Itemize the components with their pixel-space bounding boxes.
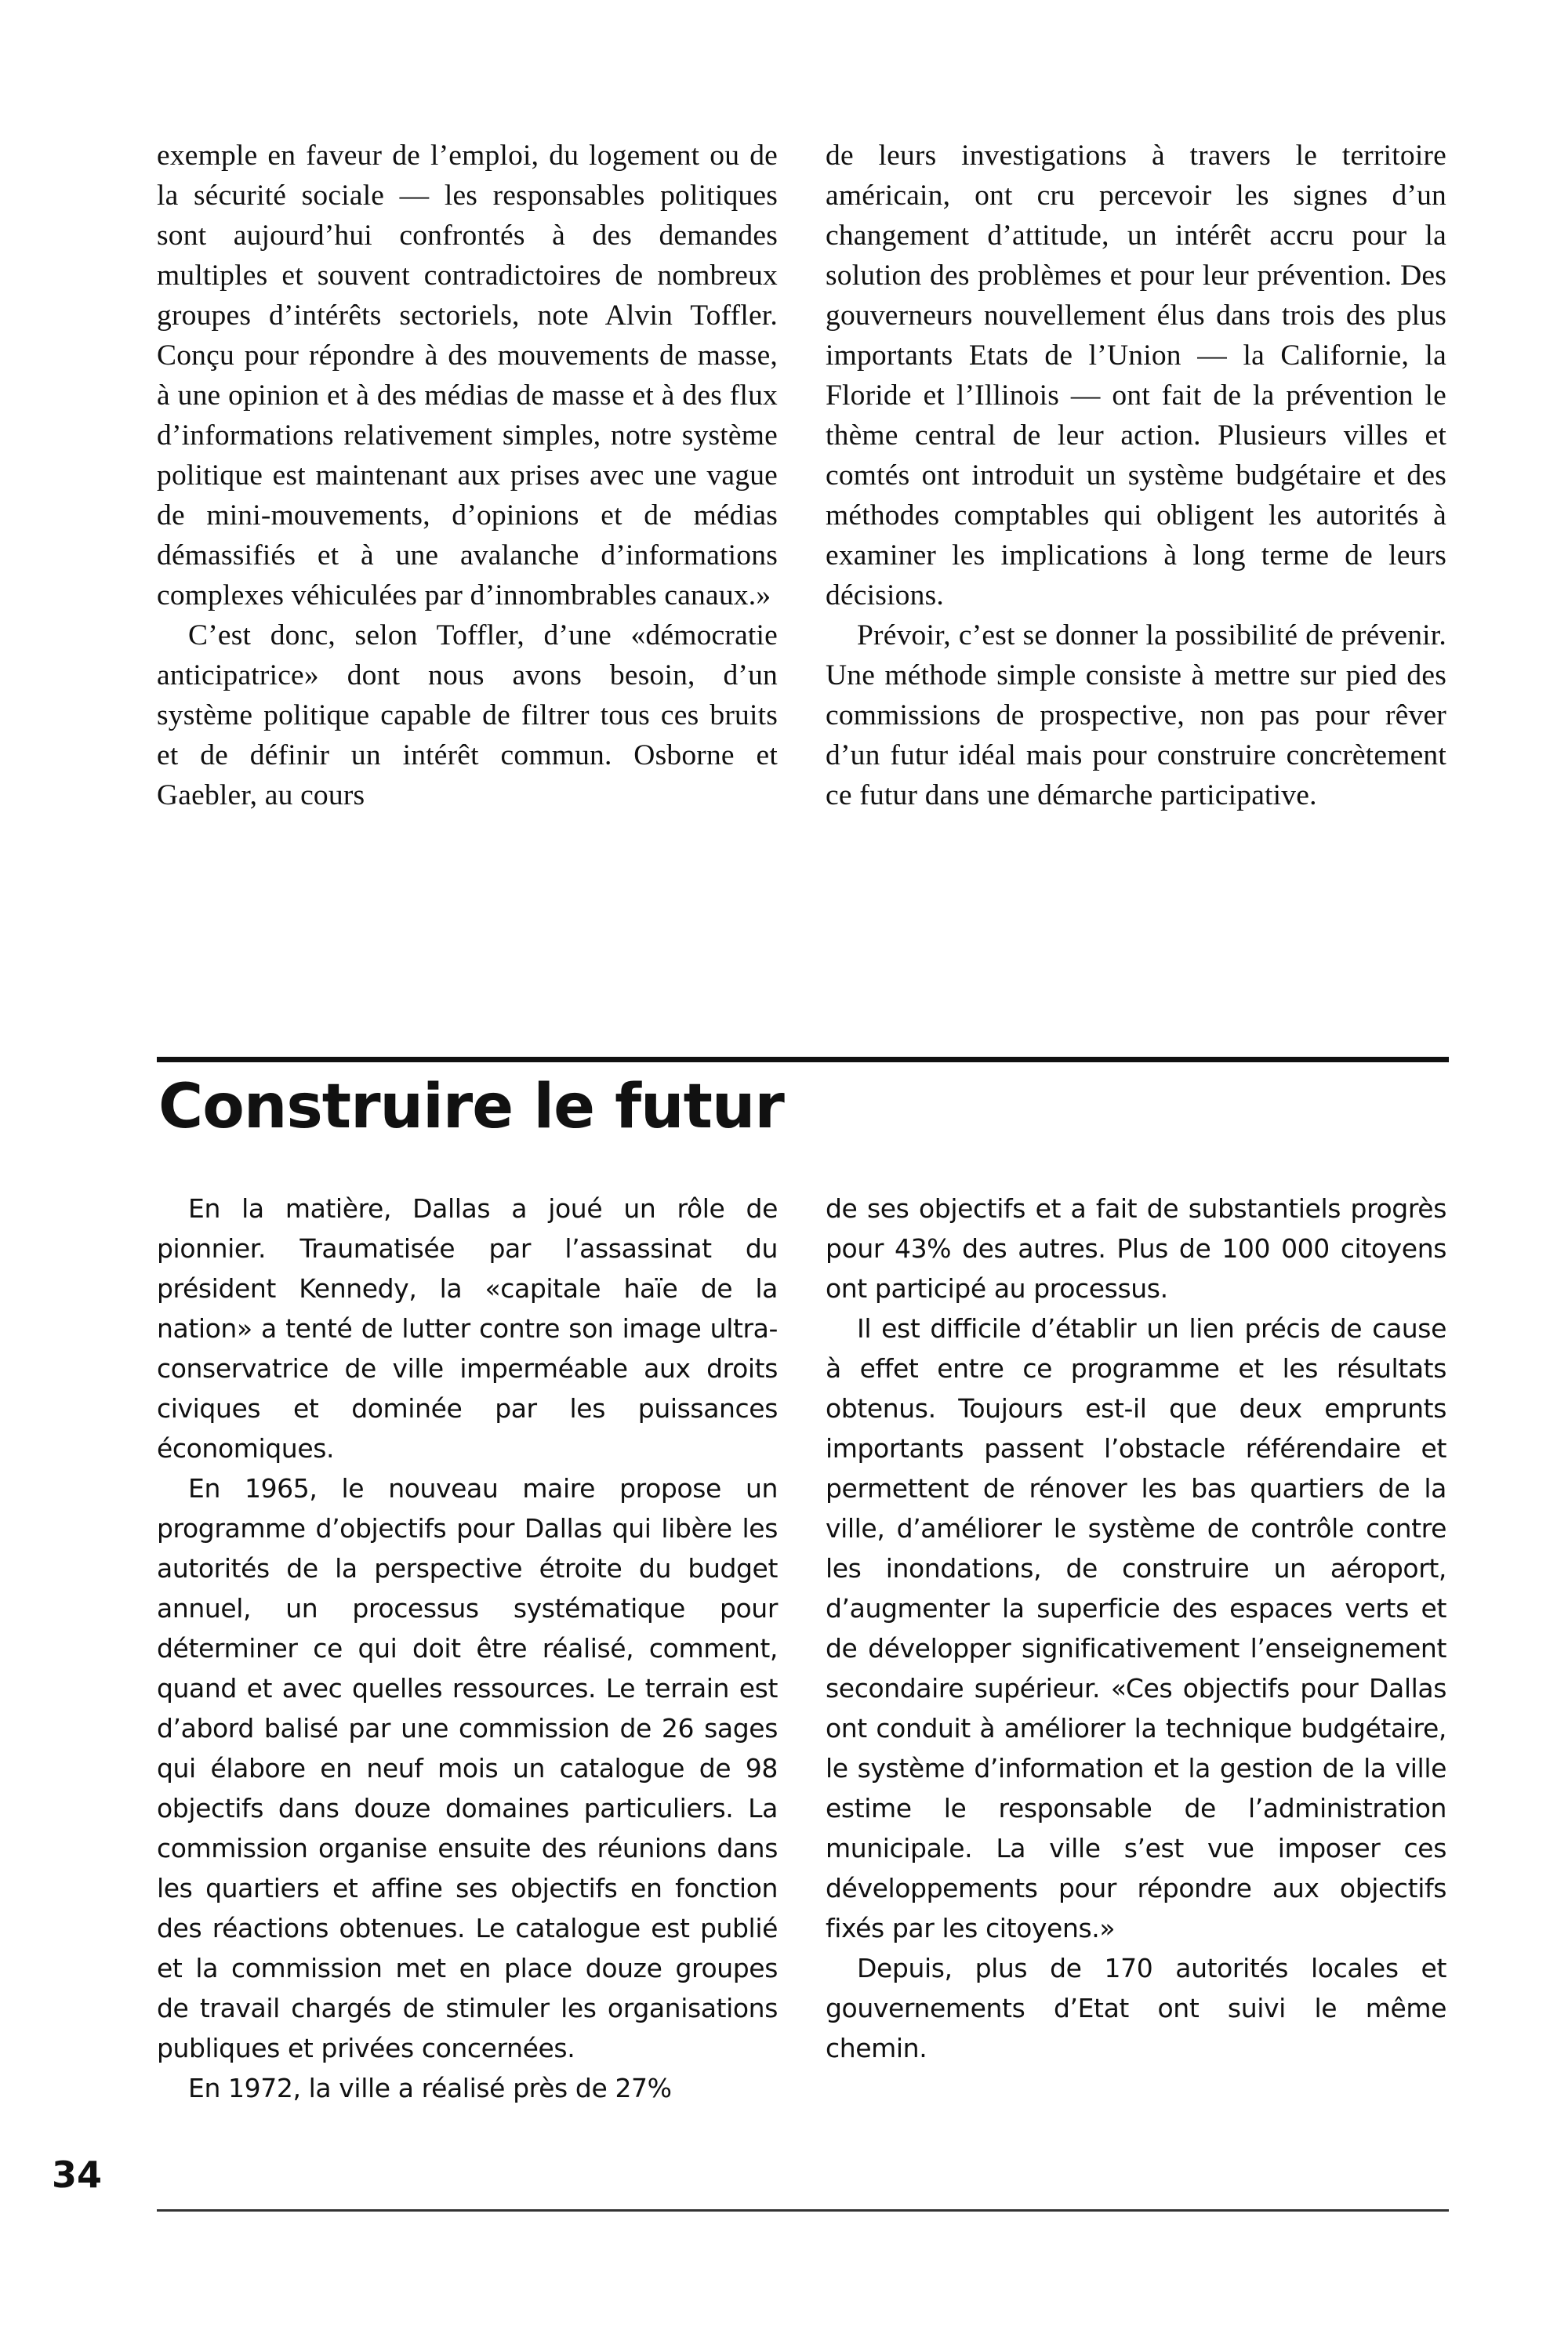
paragraph: En 1972, la ville a réalisé près de 27% [188,2073,672,2103]
paragraph: Il est difficile d’établir un lien précis de cause à effet entre ce programme et les résultats obtenus. Toujours est-il que deux emprunts importants passent l’obstacle référendaire et permettent de rénover les bas quartiers de la ville, d’améliorer le système de contrôle contre les inondations, de construire un aéroport, d’augmenter la superficie des espaces verts et de développer significativement l’enseignement secondaire supérieur. «Ces objectifs pour Dallas ont conduit à améliorer la technique budgétaire, le système d’information et la gestion de la ville estime le responsable de l’administration municipale. La ville s’est vue imposer ces développements pour répondre aux objectifs fixés par les citoyens.» [826,1313,1446,1943]
top-right-column [826,136,1446,815]
paragraph: Prévoir, c’est se donner la possibilité de prévenir. Une méthode simple consiste à mettre sur pied des commissions de prospective, non pas pour rêver d’un futur idéal mais pour construire concrètement ce futur dans une démarche participative. [826,619,1446,811]
paragraph: Depuis, plus de 170 autorités locales et gouvernements d’Etat ont suivi le même chemin. [826,1953,1446,2063]
paragraph: de leurs investigations à travers le territoire américain, ont cru percevoir les signes d’un changement d’attitude, un intérêt accru pour la solution des problèmes et pour leur prévention. Des gouverneurs nouvellement élus dans trois des plus importants Etats de l’Union — la Californie, la Floride et l’Illinois — ont fait de la prévention le thème central de leur action. Plusieurs villes et comtés ont introduit un système budgétaire et des méthodes comptables qui obligent les autorités à examiner les implications à long terme de leurs décisions. [826,140,1446,611]
bottom-right-column [826,1189,1446,2068]
paragraph: de ses objectifs et a fait de substantiels progrès pour 43% des autres. Plus de 100 000 citoyens ont participé au processus. [826,1193,1446,1304]
top-left-column [157,136,778,815]
section-heading: Construire le futur [158,1072,784,1142]
paragraph: exemple en faveur de l’emploi, du logement ou de la sécurité sociale — les responsables politiques sont aujourd’hui confrontés à des demandes multiples et souvent contradictoires de nombreux groupes d’intérêts sectoriels, note Alvin Toffler. Conçu pour répondre à des mouvements de masse, à une opinion et à des médias de masse et à des flux d’informations relativement simples, notre système politique est maintenant aux prises avec une vague de mini-mouvements, d’opinions et de médias démassifiés et à une avalanche d’informations complexes véhiculées par d’innombrables canaux.» [157,140,778,611]
paragraph: En la matière, Dallas a joué un rôle de pionnier. Traumatisée par l’assassinat du président Kennedy, la «capitale haïe de la nation» a tenté de lutter contre son image ultra-conservatrice de ville imperméable aux droits civiques et dominée par les puissances économiques. [157,1193,778,1464]
paragraph: En 1965, le nouveau maire propose un programme d’objectifs pour Dallas qui libère les autorités de la perspective étroite du budget annuel, un processus systématique pour déterminer ce qui doit être réalisé, comment, quand et avec quelles ressources. Le terrain est d’abord balisé par une commission de 26 sages qui élabore en neuf mois un catalogue de 98 objectifs dans douze domaines particuliers. La commission organise ensuite des réunions dans les quartiers et affine ses objectifs en fonction des réactions obtenues. Le catalogue est publié et la commission met en place douze groupes de travail chargés de stimuler les organisations publiques et privées concernées. [157,1473,778,2063]
bottom-left-column [157,1189,778,2108]
section-rule [157,1057,1449,1062]
page-number: 34 [52,2154,103,2196]
paragraph: C’est donc, selon Toffler, d’une «démocratie anticipatrice» dont nous avons besoin, d’un système politique capable de filtrer tous ces bruits et de définir un intérêt commun. Osborne et Gaebler, au cours [157,619,778,811]
footer-rule [157,2209,1449,2212]
